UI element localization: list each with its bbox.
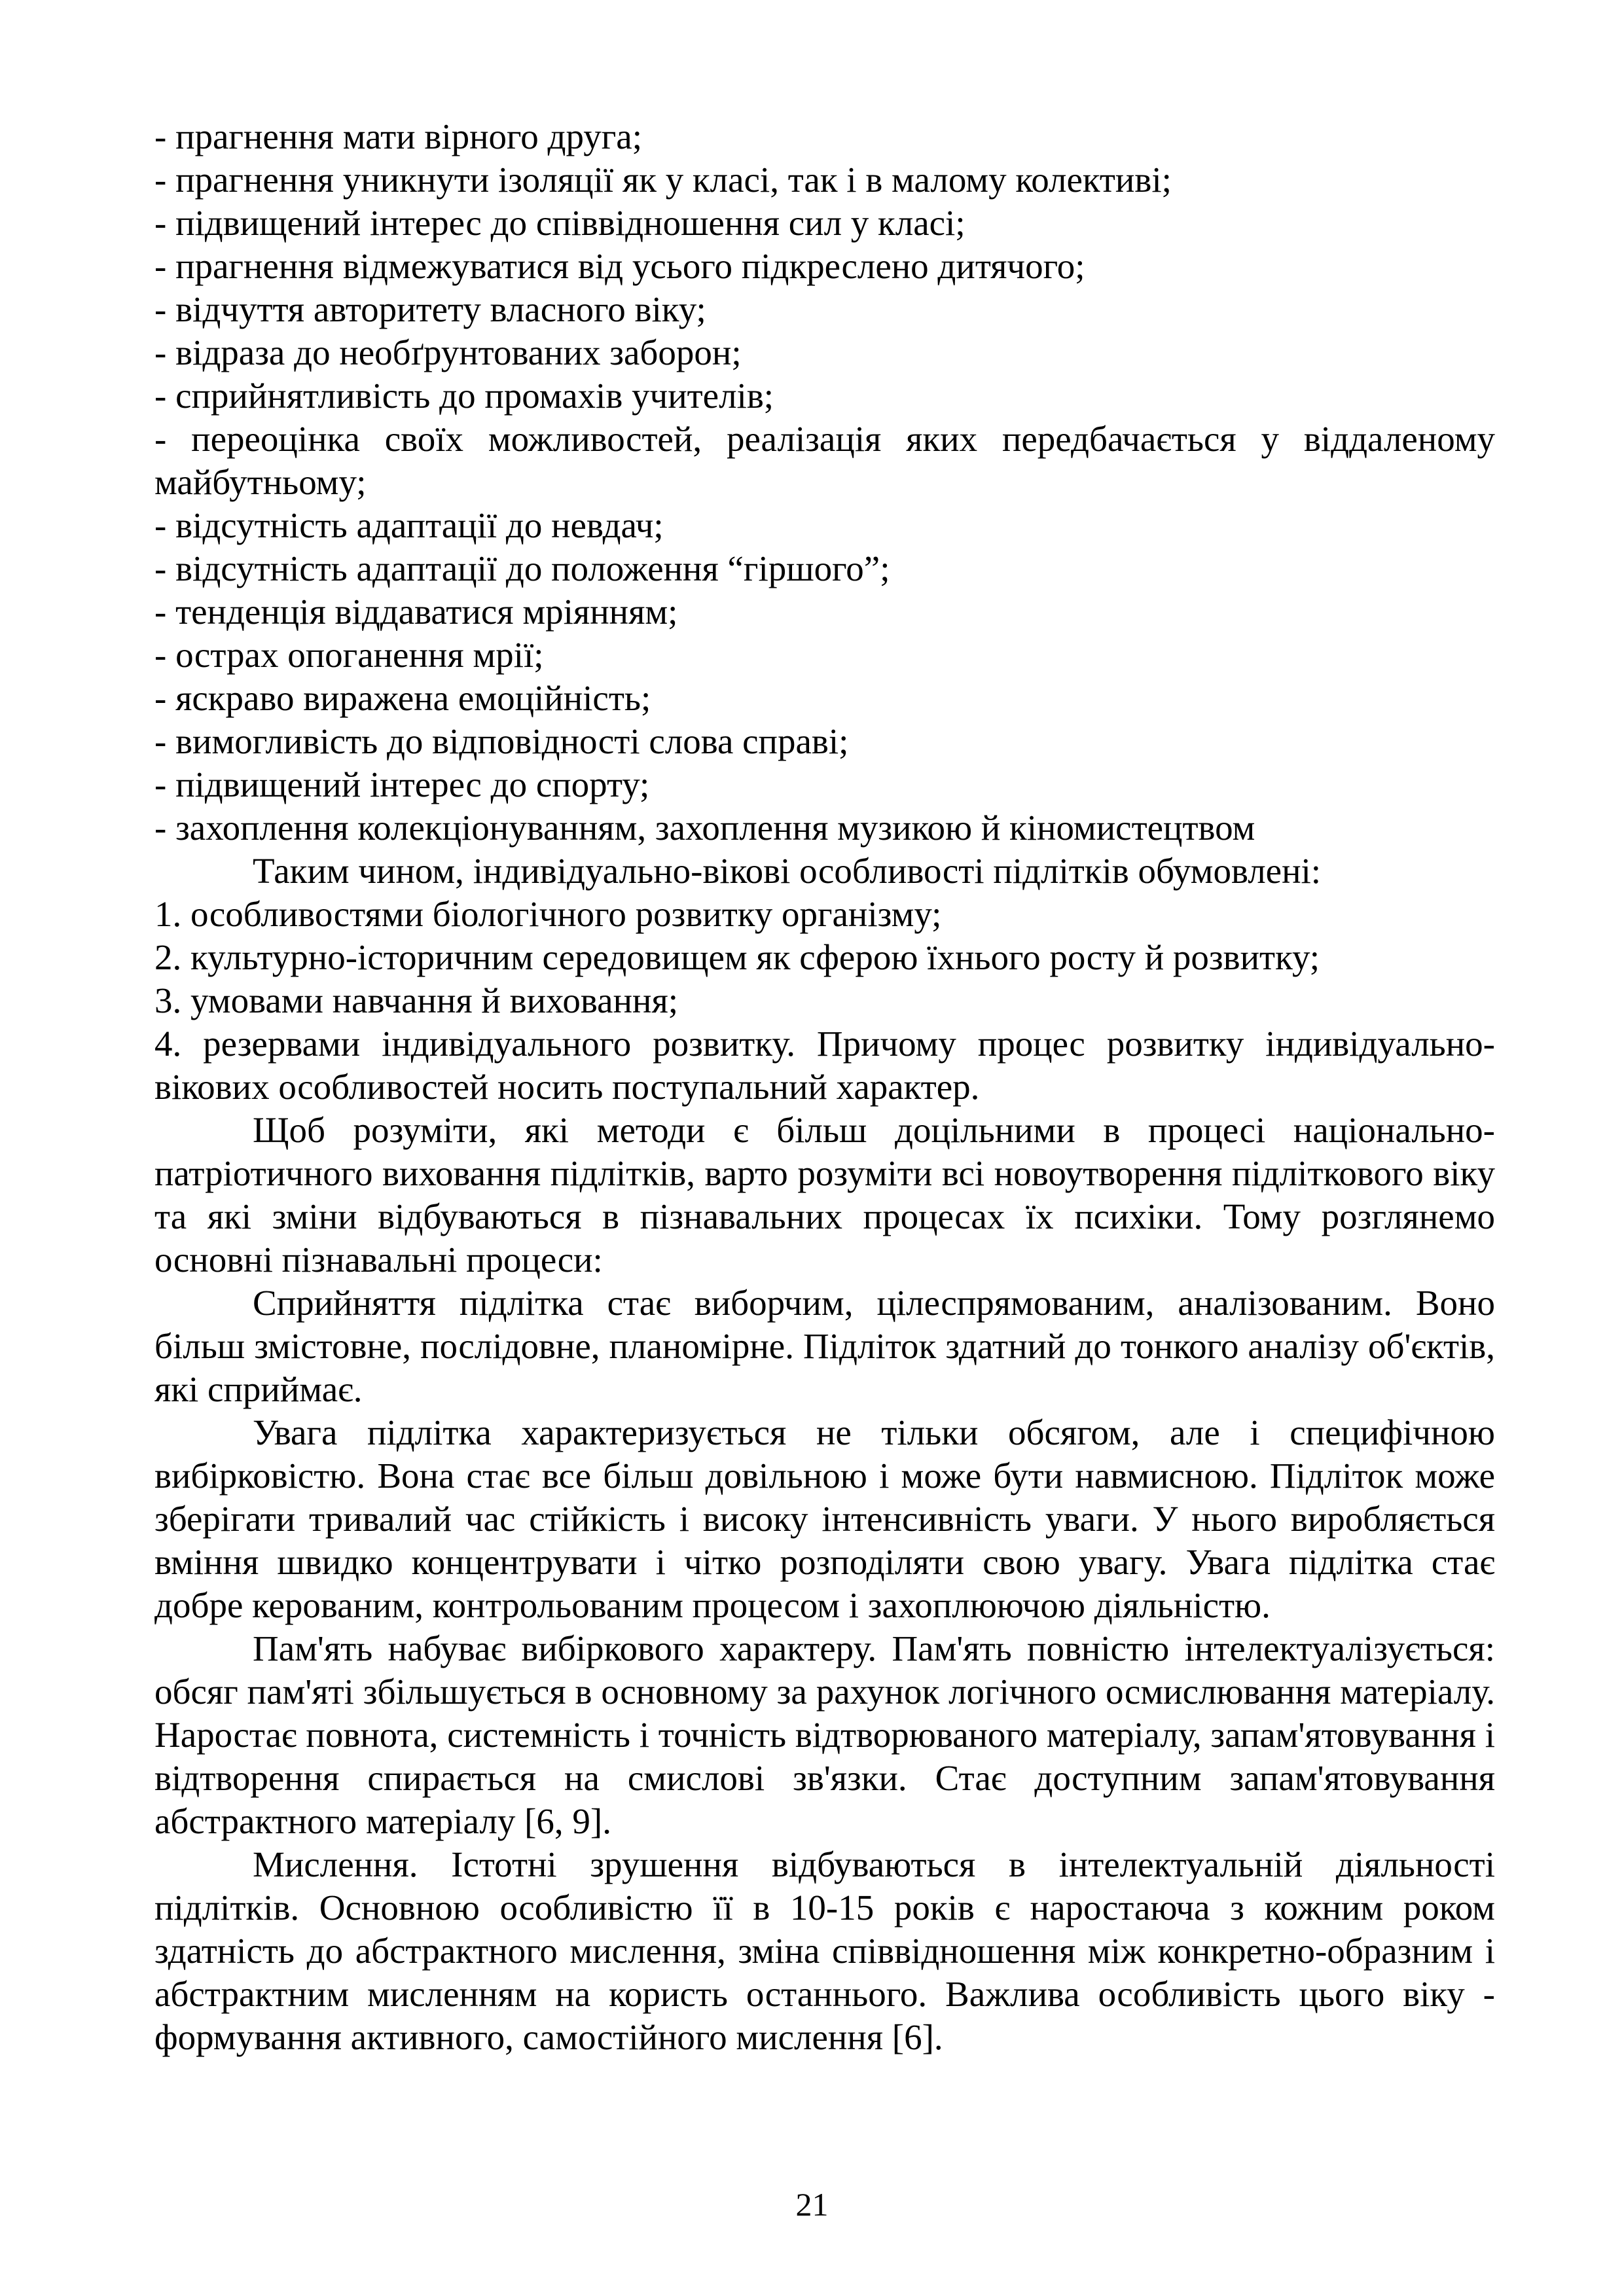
paragraph-perception: Сприйняття підлітка стає виборчим, цілеспрямованим, аналізованим. Воно більш змістовне, послідовне, планомірне. Підліток здатний до тонкого аналізу об'єктів, які сприймає. <box>154 1283 1495 1409</box>
list-item: - відсутність адаптації до положення “гіршого”; <box>154 548 890 588</box>
list-item: - тенденція віддаватися мріянням; <box>154 592 678 632</box>
numbered-item: 2. культурно-історичним середовищем як сферою їхнього росту й розвитку; <box>154 937 1320 977</box>
list-item: - захоплення колекціонуванням, захоплення музикою й кіномистецтвом <box>154 808 1255 848</box>
document-page <box>154 115 1495 2059</box>
paragraph-attention: Увага підлітка характеризується не тільки обсягом, але і специфічною вибірковістю. Вона стає все більш довільною і може бути навмисною. Підліток може зберігати тривалий час стійкість і високу інтенсивність уваги. У нього виробляється вміння швидко концентрувати і чітко розподіляти свою увагу. Увага підлітка стає добре керованим, контрольованим процесом і захоплюючою діяльністю. <box>154 1412 1495 1625</box>
list-item: - прагнення відмежуватися від усього підкреслено дитячого; <box>154 246 1085 286</box>
list-item: - прагнення мати вірного друга; <box>154 117 642 156</box>
conclusion-intro: Таким чином, індивідуально-вікові особливості підлітків обумовлені: <box>253 851 1322 891</box>
list-item: - переоцінка своїх можливостей, реалізація яких передбачається у віддаленому майбутньому; <box>154 419 1495 502</box>
list-item: - підвищений інтерес до спорту; <box>154 764 650 804</box>
list-item: - яскраво виражена емоційність; <box>154 678 651 718</box>
numbered-item: 3. умовами навчання й виховання; <box>154 980 679 1020</box>
list-item: - сприйнятливість до промахів учителів; <box>154 376 774 416</box>
list-item: - вимогливість до відповідності слова справі; <box>154 721 849 761</box>
list-item: - відраза до необґрунтованих заборон; <box>154 332 742 372</box>
list-item: - підвищений інтерес до співвідношення сил у класі; <box>154 203 965 243</box>
numbered-item: 1. особливостями біологічного розвитку організму; <box>154 894 942 934</box>
paragraph-thinking: Мислення. Істотні зрушення відбуваються в інтелектуальній діяльності підлітків. Основною особливістю її в 10-15 років є наростаюча з кожним роком здатність до абстрактного мислення, зміна співвідношення між конкретно-образним і абстрактним мисленням на користь останнього. Важлива особливість цього віку - формування активного, самостійного мислення [6]. <box>154 1844 1495 2057</box>
numbered-item: 4. резервами індивідуального розвитку. Причому процес розвитку індивідуально-вікових особливостей носить поступальний характер. <box>154 1024 1495 1107</box>
list-item: - відчуття авторитету власного віку; <box>154 289 706 329</box>
list-item: - прагнення уникнути ізоляції як у класі, так і в малому колективі; <box>154 160 1172 200</box>
list-item: - відсутність адаптації до невдач; <box>154 505 664 545</box>
paragraph-methods: Щоб розуміти, які методи є більш доцільними в процесі національно-патріотичного виховання підлітків, варто розуміти всі новоутворення підліткового віку та які зміни відбуваються в пізнавальних процесах їх психіки. Тому розглянемо основні пізнавальні процеси: <box>154 1110 1495 1280</box>
paragraph-memory: Пам'ять набуває вибіркового характеру. Пам'ять повністю інтелектуалізується: обсяг пам'яті збільшується в основному за рахунок логічного осмислювання матеріалу. Наростає повнота, системність і точність відтворюваного матеріалу, запам'ятовування і відтворення спирається на смислові зв'язки. Стає доступним запам'ятовування абстрактного матеріалу [6, 9]. <box>154 1628 1495 1841</box>
page-number: 21 <box>795 2186 829 2223</box>
list-item: - острах опоганення мрії; <box>154 635 544 675</box>
